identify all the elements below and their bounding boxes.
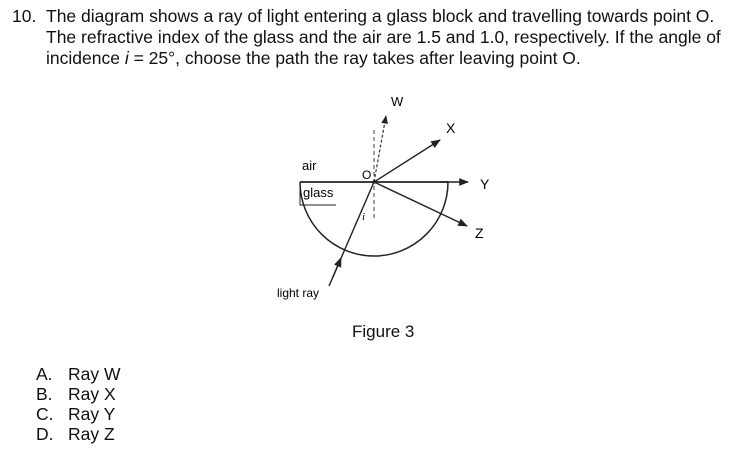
label-w: W — [391, 94, 404, 109]
option-b[interactable] — [36, 384, 121, 404]
label-glass: glass — [303, 185, 334, 200]
point-o — [372, 180, 376, 184]
question-line-3-prefix: incidence — [46, 48, 125, 68]
question-line-1: The diagram shows a ray of light entering a glass block and travelling towards point O. — [46, 6, 715, 26]
option-a[interactable] — [36, 364, 121, 384]
option-text: Ray Y — [68, 404, 116, 424]
incident-ray-arrow — [333, 258, 341, 277]
figure-caption: Figure 3 — [352, 322, 415, 341]
option-letter: D. — [36, 424, 54, 444]
label-o: O — [362, 168, 372, 182]
label-z: Z — [475, 225, 484, 241]
option-text: Ray X — [68, 384, 116, 404]
option-letter: C. — [36, 404, 54, 424]
label-air: air — [302, 158, 317, 173]
label-x: X — [446, 120, 456, 136]
question-line-3-suffix: = 25°, choose the path the ray takes after leaving point O. — [128, 48, 581, 68]
question-line-2: The refractive index of the glass and the air are 1.5 and 1.0, respectively. If the angle of — [46, 27, 721, 47]
option-d[interactable] — [36, 424, 121, 444]
ray-x — [374, 140, 440, 182]
label-i: i — [362, 211, 366, 223]
option-c[interactable] — [36, 404, 121, 424]
label-y: Y — [480, 176, 490, 192]
incidence-angle-symbol: i — [124, 48, 129, 68]
option-letter: B. — [36, 384, 53, 404]
option-text: Ray Z — [68, 424, 115, 444]
option-text: Ray W — [68, 364, 121, 384]
question-number: 10. — [12, 6, 37, 26]
ray-w — [374, 116, 386, 182]
option-letter: A. — [36, 364, 53, 384]
answer-options — [36, 364, 121, 444]
label-light-ray: light ray — [277, 286, 320, 300]
ray-z — [374, 182, 467, 226]
